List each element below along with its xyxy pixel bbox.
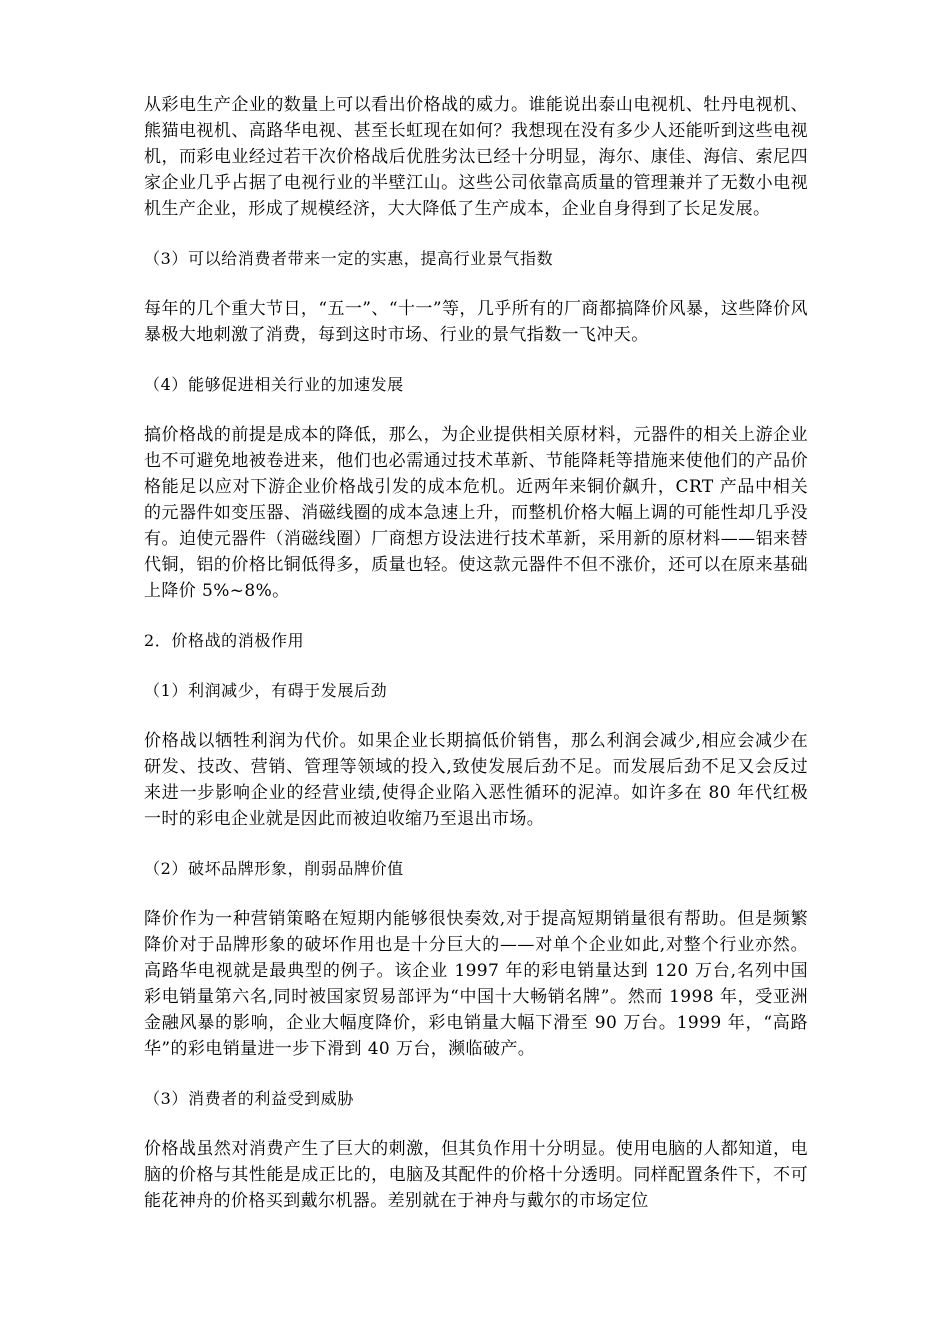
paragraph-profit-sacrifice: 价格战以牺牲利润为代价。如果企业长期搞低价销售，那么利润会减少,相应会减少在研发、技改、营销、管理等领域的投入,致使发展后劲不足。而发展后劲不足又会反过来进一步影响企业的经营业绩,使得企业陷入恶性循环的泥淖。如许多在 80 年代红极一时的彩电企业就是因此而被迫收缩乃至退出市场。 — [144, 731, 808, 829]
section-heading-consumer-interests: （3）消费者的利益受到威胁 — [144, 1089, 354, 1108]
section-heading-negative-effects: 2．价格战的消极作用 — [144, 631, 305, 650]
document-page — [144, 92, 808, 1238]
section-heading-consumer-benefit: （3）可以给消费者带来一定的实惠，提高行业景气指数 — [144, 249, 554, 268]
paragraph-brand-image: 降价作为一种营销策略在短期内能够很快奏效,对于提高短期销量很有帮助。但是频繁降价对于品牌形象的破坏作用也是十分巨大的——对单个企业如此,对整个行业亦然。高路华电视就是最典型的例子。该企业 1997 年的彩电销量达到 120 万台,名列中国彩电销量第六名,同时被国家贸易部评为“中国十大畅销名牌”。然而 1998 年，受亚洲金融风暴的影响，企业大幅度降价，彩电销量大幅下滑至 90 万台。1999 年，“高路华”的彩电销量进一步下滑到 40 万台，濒临破产。 — [144, 909, 808, 1059]
paragraph-cost-reduction: 搞价格战的前提是成本的降低，那么，为企业提供相关原材料，元器件的相关上游企业也不可避免地被卷进来，他们也必需通过技术革新、节能降耗等措施来使他们的产品价格能足以应对下游企业价格战引发的成本危机。近两年来铜价飙升，CRT 产品中相关的元器件如变压器、消磁线圈的成本急速上升，而整机价格大幅上调的可能性却几乎没有。迫使元器件（消磁线圈）厂商想方设法进行技术革新，采用新的原材料——铝来替代铜，铝的价格比铜低得多，质量也轻。使这款元器件不但不涨价，还可以在原来基础上降价 5%~8%。 — [144, 425, 808, 601]
section-heading-related-industries: （4）能够促进相关行业的加速发展 — [144, 375, 404, 394]
section-heading-brand-damage: （2）破坏品牌形象，削弱品牌价值 — [144, 859, 404, 878]
section-heading-profit-reduction: （1）利润减少，有碍于发展后劲 — [144, 681, 388, 700]
paragraph-holiday-price-cuts: 每年的几个重大节日，“五一”、“十一”等，几乎所有的厂商都搞降价风暴，这些降价风暴极大地刺激了消费，每到这时市场、行业的景气指数一飞冲天。 — [144, 299, 808, 345]
paragraph-color-tv-price-war: 从彩电生产企业的数量上可以看出价格战的威力。谁能说出泰山电视机、牡丹电视机、熊猫电视机、高路华电视、甚至长虹现在如何？我想现在没有多少人还能听到这些电视机，而彩电业经过若干次价格战后优胜劣汰已经十分明显，海尔、康佳、海信、索尼四家企业几乎占据了电视行业的半壁江山。这些公司依靠高质量的管理兼并了无数小电视机生产企业，形成了规模经济，大大降低了生产成本，企业自身得到了长足发展。 — [144, 95, 808, 219]
paragraph-consumer-threat: 价格战虽然对消费产生了巨大的刺激，但其负作用十分明显。使用电脑的人都知道，电脑的价格与其性能是成正比的，电脑及其配件的价格十分透明。同样配置条件下，不可能花神舟的价格买到戴尔机器。差别就在于神舟与戴尔的市场定位 — [144, 1139, 808, 1211]
